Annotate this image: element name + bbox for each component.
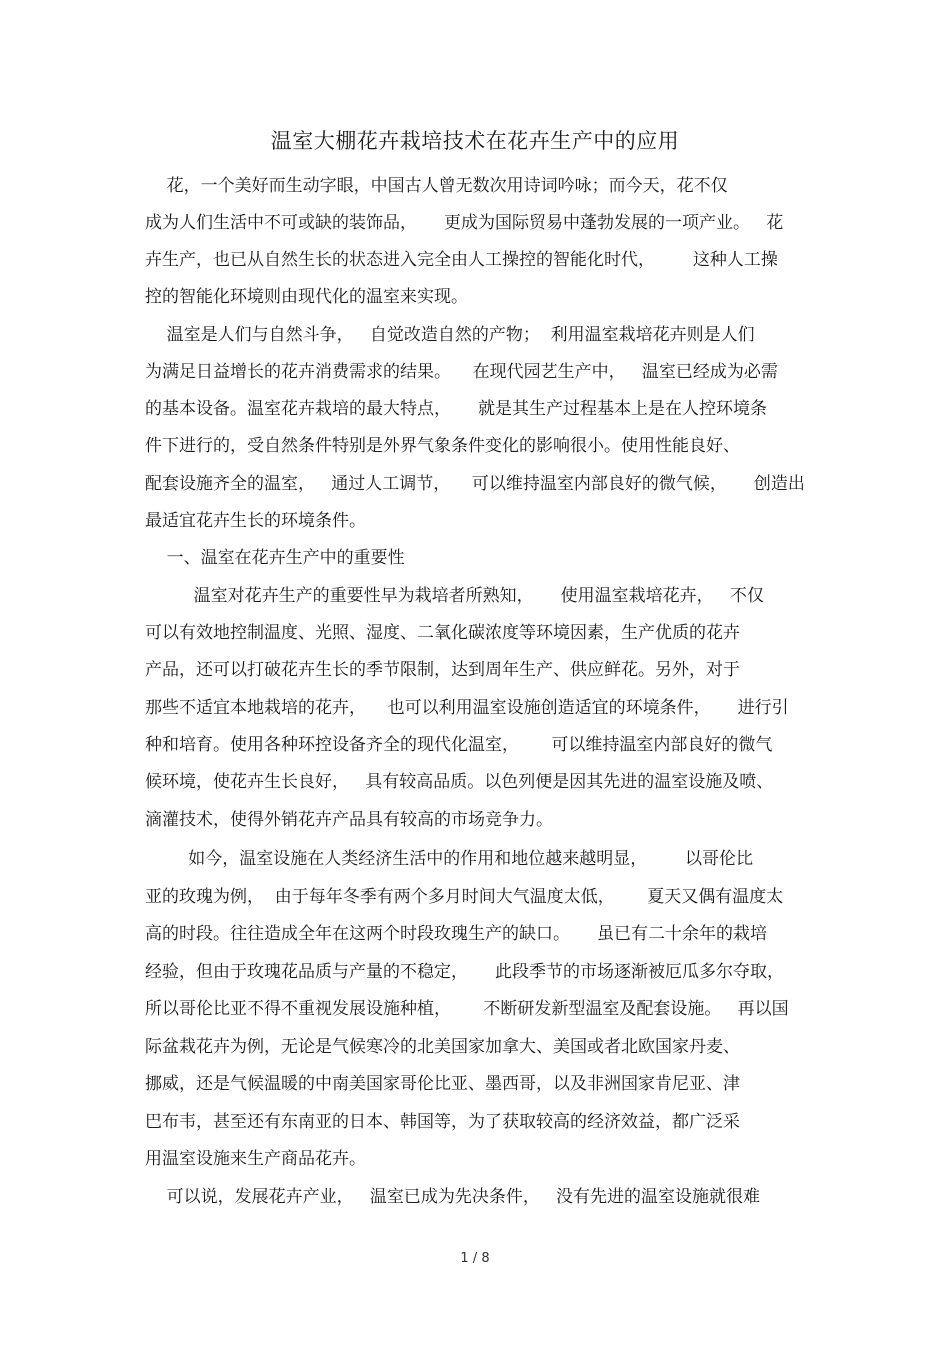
text-line: 配套设施齐全的温室， 通过人工调节， 可以维持温室内部良好的微气候， 创造出: [145, 474, 805, 494]
text-line: 最适宜花卉生长的环境条件。: [145, 511, 366, 531]
text-line: 成为人们生活中不可或缺的装饰品， 更成为国际贸易中蓬勃发展的一项产业。 花: [145, 213, 784, 233]
page-number: 1 / 8: [460, 1251, 490, 1266]
document-title: 温室大棚花卉栽培技术在花卉生产中的应用: [270, 129, 680, 153]
text-line: 温室是人们与自然斗争， 自觉改造自然的产物； 利用温室栽培花卉则是人们: [145, 325, 755, 345]
text-line: 卉生产，也已从自然生长的状态进入完全由人工操控的智能化时代， 这种人工操: [145, 250, 778, 270]
text-line: 可以说，发展花卉产业， 温室已成为先决条件， 没有先进的温室设施就很难: [145, 1187, 761, 1207]
text-line: 可以有效地控制温度、光照、湿度、二氧化碳浓度等环境因素，生产优质的花卉: [145, 623, 740, 643]
text-line: 温室对花卉生产的重要性早为栽培者所熟知， 使用温室栽培花卉， 不仅: [145, 586, 764, 606]
text-line: 控的智能化环境则由现代化的温室来实现。: [145, 287, 468, 307]
text-line: 挪威，还是气候温暖的中南美国家哥伦比亚、墨西哥，以及非洲国家肯尼亚、津: [145, 1074, 740, 1094]
text-line: 高的时段。往往造成全年在这两个时段玫瑰生产的缺口。 虽已有二十余年的栽培: [145, 924, 768, 944]
text-line: 件下进行的，受自然条件特别是外界气象条件变化的影响很小。使用性能良好、: [145, 436, 740, 456]
text-line: 种和培育。使用各种环控设备齐全的现代化温室， 可以维持温室内部良好的微气: [145, 735, 773, 755]
text-line: 经验，但由于玫瑰花品质与产量的不稳定， 此段季节的市场逐渐被厄瓜多尔夺取，: [145, 962, 785, 982]
text-line: 亚的玫瑰为例， 由于每年冬季有两个多月时间大气温度太低， 夏天又偶有温度太: [145, 887, 784, 907]
text-line: 如今，温室设施在人类经济生活中的作用和地位越来越明显， 以哥伦比: [145, 849, 754, 869]
text-line: 的基本设备。温室花卉栽培的最大特点， 就是其生产过程基本上是在人控环境条: [145, 399, 768, 419]
text-line: 际盆栽花卉为例，无论是气候寒冷的北美国家加拿大、美国或者北欧国家丹麦、: [145, 1037, 740, 1057]
text-line: 滴灌技术，使得外销花卉产品具有较高的市场竞争力。: [145, 810, 553, 830]
text-line: 花，一个美好而生动字眼，中国古人曾无数次用诗词吟咏；而今天，花不仅: [145, 176, 728, 196]
text-line: 候环境，使花卉生长良好， 具有较高品质。以色列便是因其先进的温室设施及喷、: [145, 772, 774, 792]
text-line: 巴布韦，甚至还有东南亚的日本、韩国等，为了获取较高的经济效益，都广泛采: [145, 1112, 740, 1132]
text-line: 用温室设施来生产商品花卉。: [145, 1149, 366, 1169]
text-line: 为满足日益增长的花卉消费需求的结果。 在现代园艺生产中， 温室已经成为必需: [145, 362, 778, 382]
section-heading: 一、温室在花卉生产中的重要性: [145, 548, 405, 568]
text-line: 那些不适宜本地栽培的花卉， 也可以利用温室设施创造适宜的环境条件， 进行引: [145, 698, 789, 718]
text-line: 产品，还可以打破花卉生长的季节限制，达到周年生产、供应鲜花。另外，对于: [145, 660, 740, 680]
text-line: 所以哥伦比亚不得不重视发展设施种植， 不断研发新型温室及配套设施。 再以国: [145, 999, 789, 1019]
